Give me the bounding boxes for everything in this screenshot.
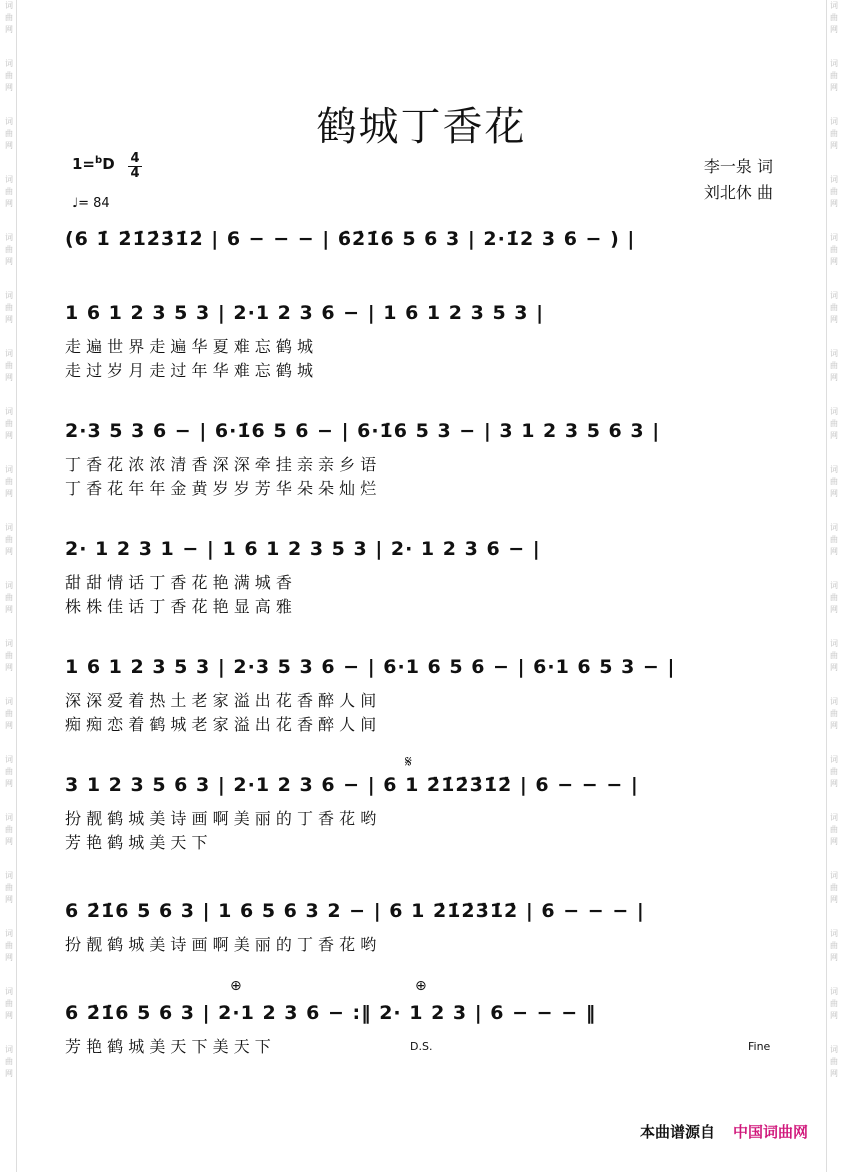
- footer: [640, 1121, 808, 1142]
- watermark-mark: 词 曲 网: [5, 233, 13, 266]
- ds-mark: D.S.: [410, 1040, 433, 1053]
- watermark-mark: 词 曲 网: [830, 465, 838, 498]
- time-denominator: 4: [130, 166, 140, 181]
- notation-line: (6 1̇ 2̇1̇2̇3̇1̇2̇ | 6 − − − | 6̇2̇1̇6 5 6 3 | 2·1̇2 3 6 − ) |: [65, 228, 636, 250]
- notation-line: 2· 1 2 3 1 − | 1 6 1 2 3 5 3 | 2· 1 2 3 6 − |: [65, 538, 541, 560]
- lyric-line-2: 丁 香 花 年 年 金 黄 岁 岁 芳 华 朵 朵 灿 烂: [65, 479, 377, 498]
- watermark-mark: 词 曲 网: [830, 697, 838, 730]
- notation-line: 1 6 1 2 3 5 3 | 2·1 2 3 6 − | 1 6 1 2 3 5 3 |: [65, 302, 545, 324]
- notation-line: 6 2̇1̇6 5 6 3 | 2·1 2 3 6 − :‖ 2· 1 2 3 | 6 − − − ‖: [65, 1002, 597, 1024]
- lyric-line-1: 甜 甜 情 话 丁 香 花 艳 满 城 香: [65, 573, 292, 592]
- lyric-line-1: 芳 艳 鹤 城 美 天 下 美 天 下: [65, 1037, 271, 1056]
- watermark-mark: 词 曲 网: [5, 987, 13, 1020]
- watermark-mark: 词 曲 网: [5, 117, 13, 150]
- watermark-mark: 词 曲 网: [830, 755, 838, 788]
- watermark-mark: 词 曲 网: [5, 929, 13, 962]
- watermark-mark: 词 曲 网: [830, 1, 838, 34]
- song-title: 鹤城丁香花: [316, 104, 527, 150]
- watermark-strip-right: [826, 0, 841, 1172]
- segno-sign: 𝄋: [405, 752, 412, 771]
- notation-line: 1 6 1 2 3 5 3 | 2·3 5 3 6 − | 6·1 6 5 6 − | 6·1 6 5 3 − |: [65, 656, 676, 678]
- watermark-mark: 词 曲 网: [5, 523, 13, 556]
- watermark-strip-left: [2, 0, 17, 1172]
- score-row: [65, 900, 785, 930]
- watermark-mark: 词 曲 网: [5, 349, 13, 382]
- watermark-mark: 词 曲 网: [5, 581, 13, 614]
- tempo-mark: ♩= 84: [72, 196, 110, 211]
- time-numerator: 4: [130, 151, 140, 166]
- lyricist: 李一泉 词: [703, 157, 773, 176]
- fine-mark: Fine: [748, 1040, 771, 1053]
- notation-line: 3 1 2 3 5 6 3 | 2·1 2 3 6 − | 6 1 2̇1̇2̇3̇1̇2̇ | 6 − − − |: [65, 774, 639, 796]
- watermark-mark: 词 曲 网: [5, 639, 13, 672]
- time-signature: [128, 152, 142, 181]
- watermark-mark: 词 曲 网: [830, 871, 838, 904]
- lyric-line-1: 扮 靓 鹤 城 美 诗 画 啊 美 丽 的 丁 香 花 哟: [65, 809, 377, 828]
- watermark-mark: 词 曲 网: [830, 987, 838, 1020]
- watermark-mark: 词 曲 网: [830, 639, 838, 672]
- watermark-mark: 词 曲 网: [5, 755, 13, 788]
- watermark-mark: 词 曲 网: [5, 1, 13, 34]
- watermark-mark: 词 曲 网: [830, 59, 838, 92]
- watermark-mark: 词 曲 网: [830, 929, 838, 962]
- score-row: [65, 420, 785, 450]
- key-prefix: 1=: [72, 155, 96, 173]
- watermark-mark: 词 曲 网: [830, 291, 838, 324]
- lyric-line-2: 走 过 岁 月 走 过 年 华 难 忘 鹤 城: [65, 361, 313, 380]
- lyric-line-2: 痴 痴 恋 着 鹤 城 老 家 溢 出 花 香 醉 人 间: [65, 715, 377, 734]
- notation-line: 6 2̇1̇6 5 6 3 | 1 6 5 6 3 2 − | 6 1 2̇1̇2̇3̇1̇2̇ | 6 − − − |: [65, 900, 645, 922]
- watermark-mark: 词 曲 网: [830, 117, 838, 150]
- score-row: [65, 302, 785, 332]
- watermark-mark: 词 曲 网: [5, 175, 13, 208]
- lyric-line-1: 深 深 爱 着 热 土 老 家 溢 出 花 香 醉 人 间: [65, 691, 377, 710]
- score-row: [65, 774, 785, 804]
- watermark-mark: 词 曲 网: [830, 523, 838, 556]
- lyric-line-1: 扮 靓 鹤 城 美 诗 画 啊 美 丽 的 丁 香 花 哟: [65, 935, 377, 954]
- key-signature: [72, 155, 115, 173]
- footer-site: 中国词曲网: [732, 1123, 808, 1141]
- watermark-mark: 词 曲 网: [830, 813, 838, 846]
- watermark-mark: 词 曲 网: [830, 175, 838, 208]
- lyric-line-1: 丁 香 花 浓 浓 清 香 深 深 牵 挂 亲 亲 乡 语: [65, 455, 377, 474]
- watermark-mark: 词 曲 网: [830, 233, 838, 266]
- coda-sign: ⊕: [230, 978, 242, 994]
- watermark-mark: 词 曲 网: [5, 871, 13, 904]
- watermark-mark: 词 曲 网: [5, 465, 13, 498]
- score-row: [65, 1002, 785, 1032]
- coda-sign: ⊕: [415, 978, 427, 994]
- lyric-line-2: 株 株 佳 话 丁 香 花 艳 显 高 雅: [65, 597, 292, 616]
- watermark-mark: 词 曲 网: [5, 59, 13, 92]
- watermark-mark: 词 曲 网: [5, 813, 13, 846]
- watermark-mark: 词 曲 网: [830, 407, 838, 440]
- watermark-mark: 词 曲 网: [5, 291, 13, 324]
- watermark-mark: 词 曲 网: [830, 349, 838, 382]
- key-note: D: [102, 155, 115, 173]
- score-row: [65, 228, 785, 258]
- notation-line: 2·3 5 3 6 − | 6·1̇6 5 6 − | 6·1̇6 5 3 − | 3 1 2 3 5 6 3 |: [65, 420, 661, 442]
- lyric-line-2: 芳 艳 鹤 城 美 天 下: [65, 833, 208, 852]
- watermark-mark: 词 曲 网: [5, 1045, 13, 1078]
- flat-sign: b: [95, 155, 103, 166]
- footer-source: 本曲谱源自: [639, 1123, 715, 1141]
- lyric-line-1: 走 遍 世 界 走 遍 华 夏 难 忘 鹤 城: [65, 337, 313, 356]
- credits: [704, 154, 773, 206]
- watermark-mark: 词 曲 网: [830, 1045, 838, 1078]
- watermark-mark: 词 曲 网: [830, 581, 838, 614]
- score-row: [65, 656, 785, 686]
- composer: 刘北休 曲: [703, 183, 773, 202]
- score-row: [65, 538, 785, 568]
- watermark-mark: 词 曲 网: [5, 407, 13, 440]
- watermark-mark: 词 曲 网: [5, 697, 13, 730]
